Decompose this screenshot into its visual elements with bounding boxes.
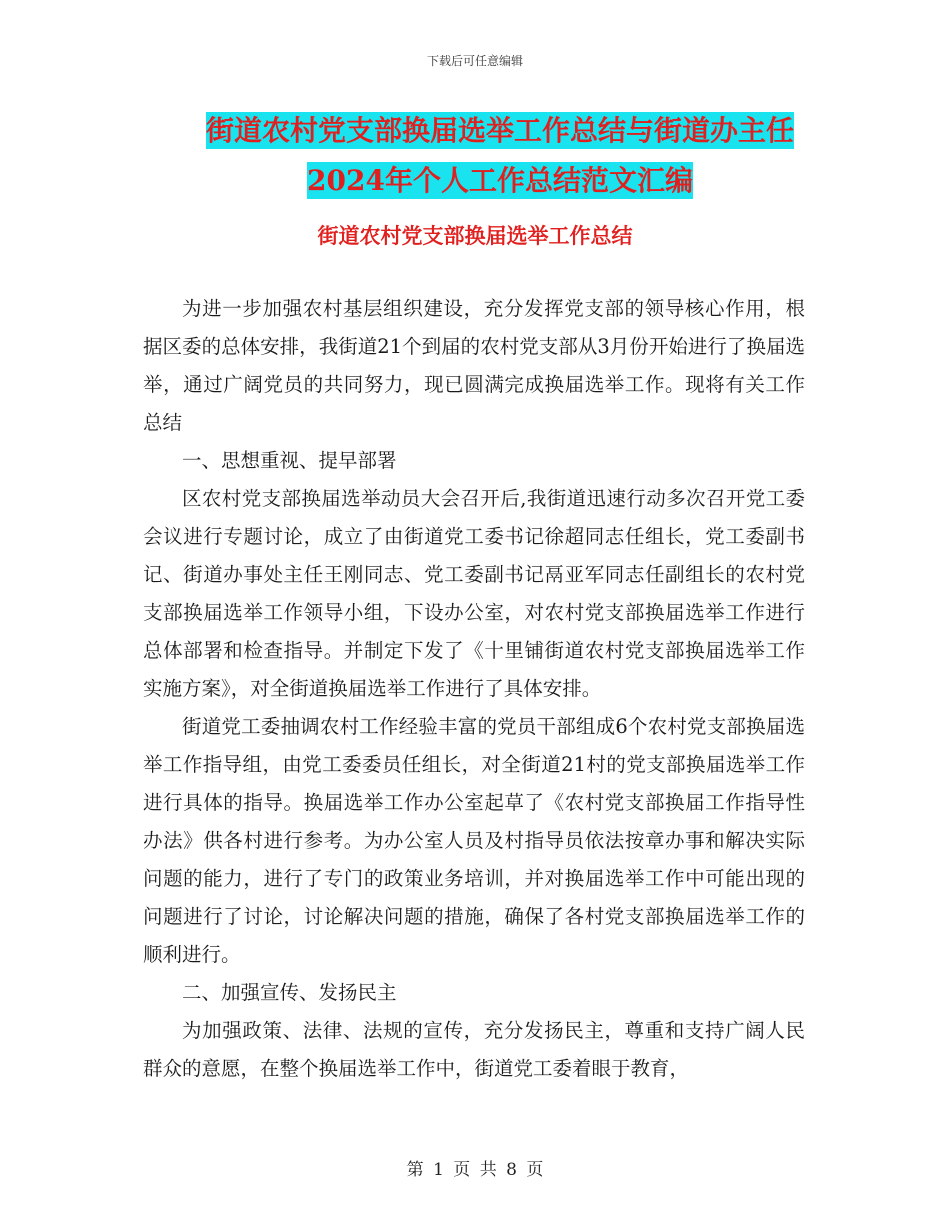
heading-paragraph: 一、思想重视、提早部署 <box>182 449 397 472</box>
page-footer: 第 1 页 共 8 页 <box>406 1160 544 1180</box>
paragraph: 为加强政策、法律、法规的宣传，充分发扬民主，尊重和支持广阔人民群众的意愿，在整个换届选举工作中，街道党工委着眼于教育， <box>143 1019 805 1080</box>
section-title: 街道农村党支部换届选举工作总结 <box>317 223 633 248</box>
document-body <box>143 290 805 1088</box>
document-title-text: 街道农村党支部换届选举工作总结与街道办主任2024年个人工作总结范文汇编 <box>205 114 794 197</box>
document-title <box>190 106 810 206</box>
heading-paragraph: 二、加强宣传、发扬民主 <box>182 981 397 1004</box>
paragraph: 为进一步加强农村基层组织建设，充分发挥党支部的领导核心作用，根据区委的总体安排，我街道21个到届的农村党支部从3月份开始进行了换届选举，通过广阔党员的共同努力，现已圆满完成换届选举工作。现将有关工作总结 <box>143 297 805 434</box>
header-note: 下载后可任意编辑 <box>426 54 523 68</box>
paragraph: 区农村党支部换届选举动员大会召开后,我街道迅速行动多次召开党工委会议进行专题讨论，成立了由街道党工委书记徐超同志任组长，党工委副书记、街道办事处主任王刚同志、党工委副书记鬲亚军同志任副组长的农村党支部换届选举工作领导小组，下设办公室，对农村党支部换届选举工作进行总体部署和检查指导。并制定下发了《十里铺街道农村党支部换届选举工作实施方案》，对全街道换届选举工作进行了具体安排。 <box>143 487 805 700</box>
paragraph: 街道党工委抽调农村工作经验丰富的党员干部组成6个农村党支部换届选举工作指导组，由党工委委员任组长，对全街道21村的党支部换届选举工作进行具体的指导。换届选举工作办公室起草了《农村党支部换届工作指导性办法》供各村进行参考。为办公室人员及村指导员依法按章办事和解决实际问题的能力，进行了专门的政策业务培训，并对换届选举工作中可能出现的问题进行了讨论，讨论解决问题的措施，确保了各村党支部换届选举工作的顺利进行。 <box>143 715 805 966</box>
